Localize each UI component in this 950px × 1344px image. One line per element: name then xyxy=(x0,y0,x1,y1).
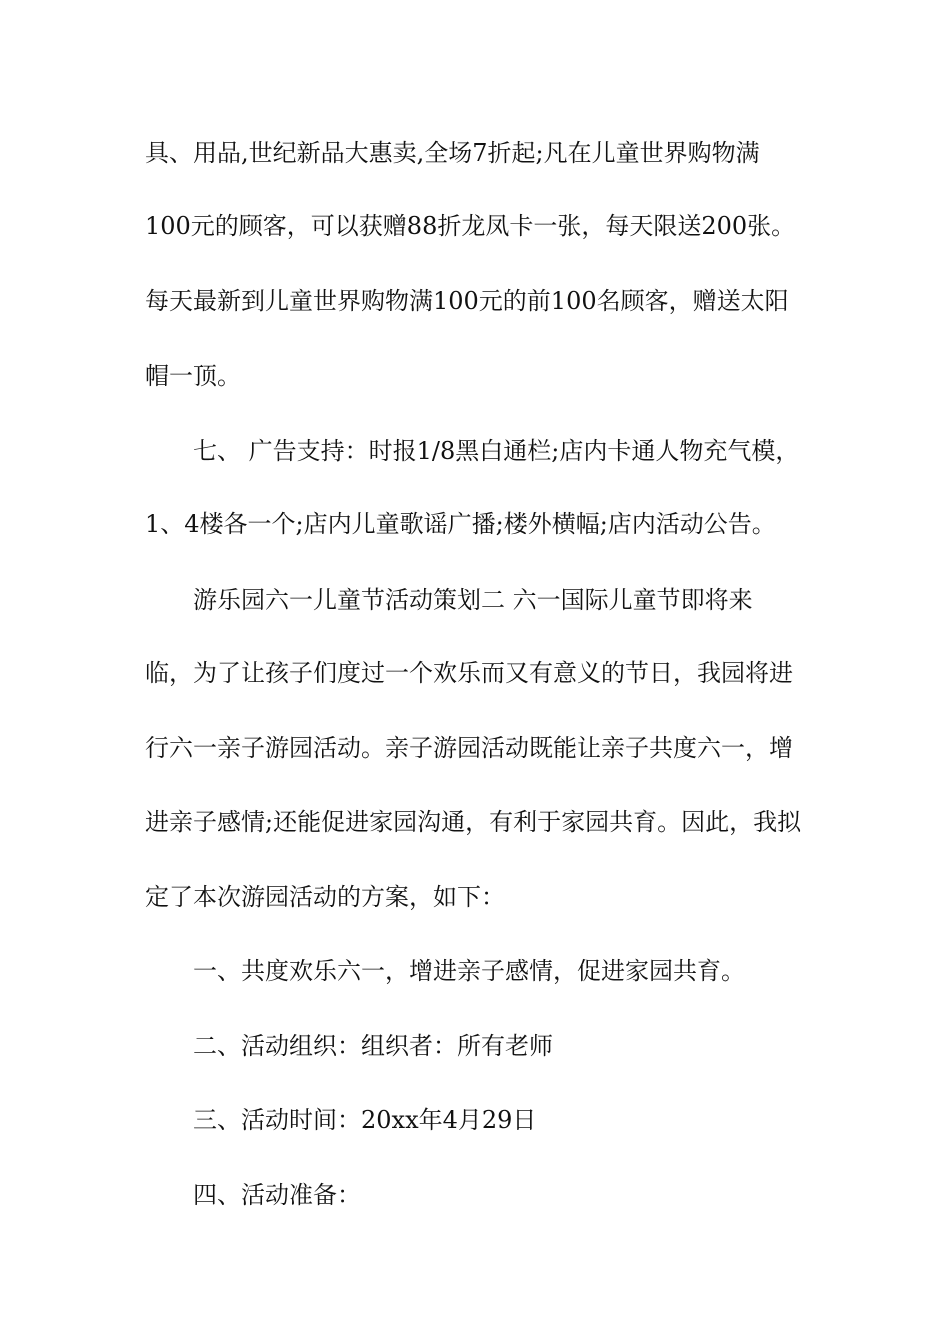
text-line-7: 游乐园六一儿童节活动策划二 六一国际儿童节即将来 xyxy=(193,586,753,614)
text-line-15: 四、活动准备： xyxy=(193,1181,361,1209)
text-line-12: 一、共度欢乐六一，增进亲子感情，促进家园共育。 xyxy=(193,957,745,985)
text-line-4: 帽一顶。 xyxy=(145,362,241,390)
text-line-10: 进亲子感情;还能促进家园沟通，有利于家园共育。因此，我拟 xyxy=(145,808,802,836)
text-line-8: 临，为了让孩子们度过一个欢乐而又有意义的节日，我园将进 xyxy=(145,659,793,687)
text-line-11: 定了本次游园活动的方案，如下： xyxy=(145,883,505,911)
text-line-6: 1、4楼各一个;店内儿童歌谣广播;楼外横幅;店内活动公告。 xyxy=(145,510,776,538)
text-line-9: 行六一亲子游园活动。亲子游园活动既能让亲子共度六一，增 xyxy=(145,734,793,762)
text-line-14: 三、活动时间：20xx年4月29日 xyxy=(193,1106,537,1134)
text-line-13: 二、活动组织：组织者：所有老师 xyxy=(193,1032,553,1060)
text-line-3: 每天最新到儿童世界购物满100元的前100名顾客，赠送太阳 xyxy=(145,287,789,315)
text-line-2: 100元的顾客，可以获赠88折龙凤卡一张，每天限送200张。 xyxy=(145,212,796,240)
text-line-1: 具、用品,世纪新品大惠卖,全场7折起;凡在儿童世界购物满 xyxy=(145,139,760,167)
text-line-5: 七、 广告支持：时报1/8黑白通栏;店内卡通人物充气模， xyxy=(193,437,800,465)
